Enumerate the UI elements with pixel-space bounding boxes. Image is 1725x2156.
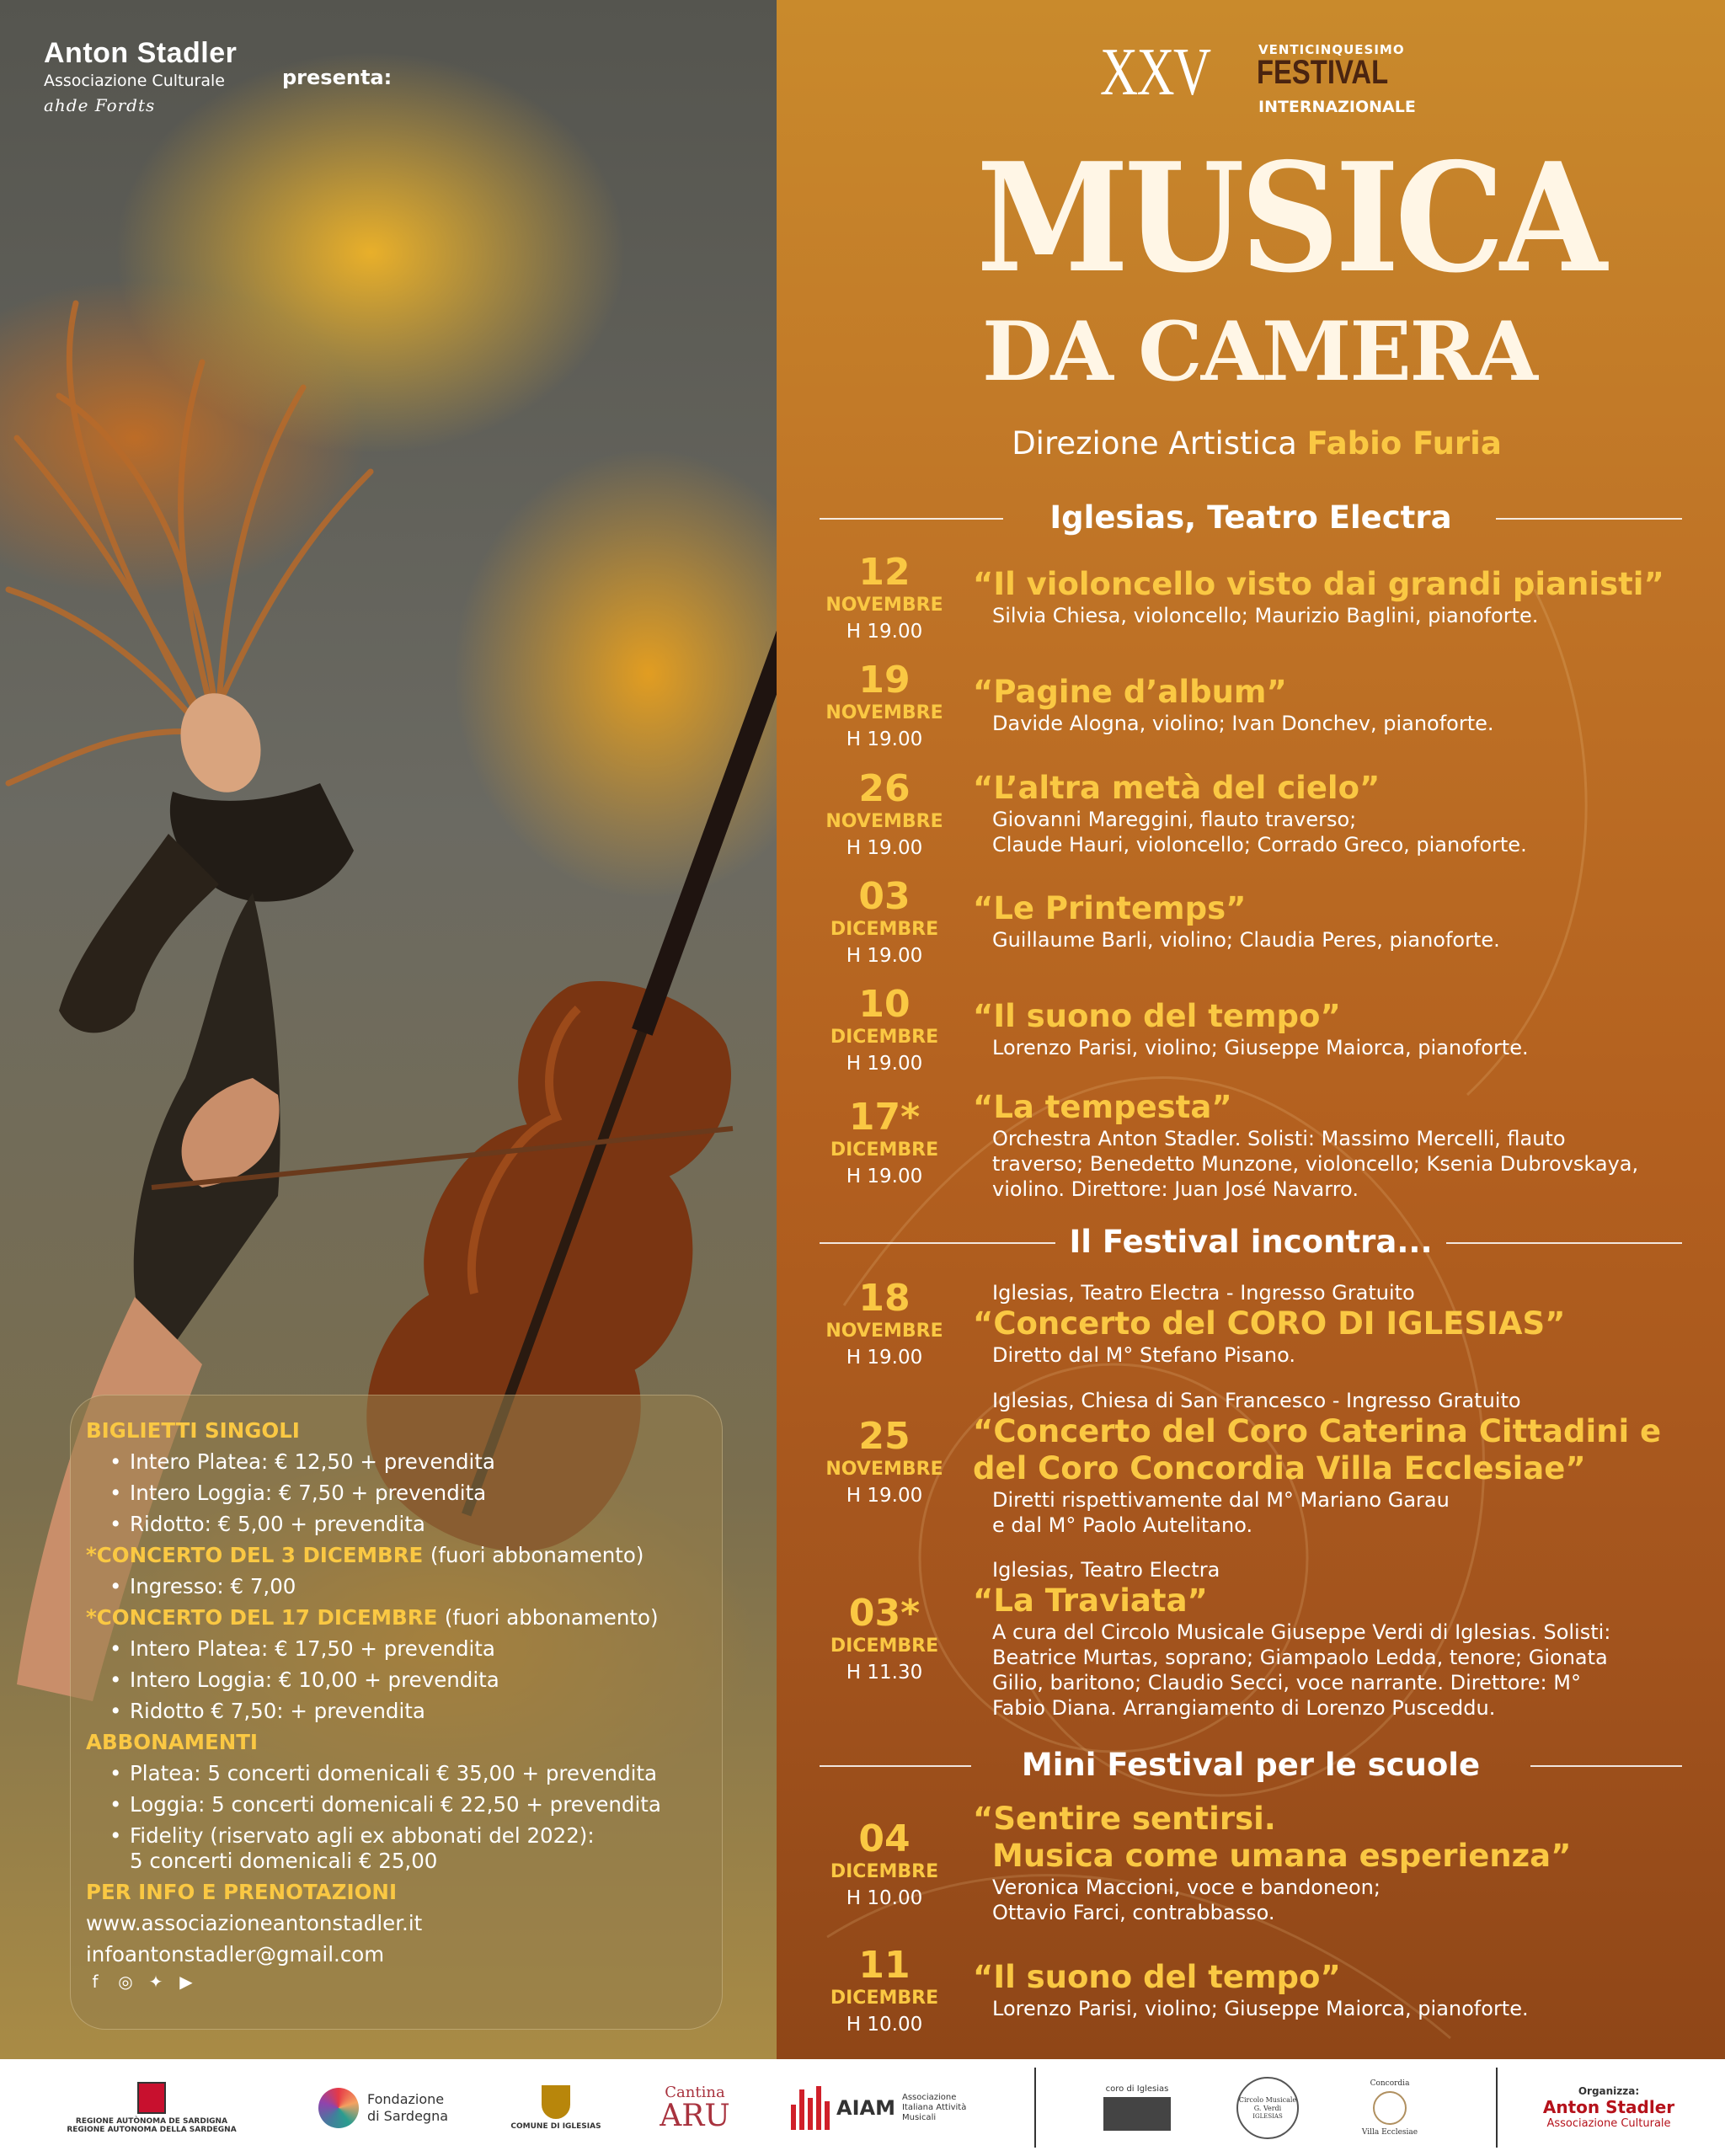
event-day: 26 [858,767,911,810]
event-performers: Diretti rispettivamente dal M° Mariano Garau [992,1488,1450,1512]
event-details [973,1557,1672,1721]
event-title: “Concerto del CORO DI IGLESIAS” [973,1305,1566,1342]
event-date [810,1278,959,1371]
event-day: 10 [858,983,911,1026]
ticket-item: • Fidelity (riservato agli ex abbonati del 2022): [109,1823,595,1848]
event-month: NOVEMBRE [825,595,943,616]
event-performers: Guillaume Barli, violino; Claudia Peres, pianoforte. [992,928,1500,952]
event-month: NOVEMBRE [825,811,943,832]
concert-17-title [86,1605,659,1630]
social-links [86,1972,195,1991]
event-details [973,1959,1672,2021]
event-month: DICEMBRE [830,1027,939,1048]
fondazione-text [367,2091,448,2125]
villa-name: Villa Ecclesiae [1361,2127,1418,2137]
event-details [973,1280,1672,1368]
event-performers: Diretto dal M° Stefano Pisano. [992,1343,1295,1367]
event-hour: H 19.00 [846,1166,923,1187]
event-date [810,552,959,645]
presenta-label: presenta: [282,66,393,89]
event-title: Musica come umana esperienza” [992,1838,1572,1874]
concert-3-title-text: *CONCERTO DEL 3 DICEMBRE [86,1543,424,1567]
event-performers: e dal M° Paolo Autelitano. [992,1513,1253,1537]
festival-word: FESTIVAL [1257,54,1389,91]
event-day: 12 [858,551,911,594]
event-hour: H 19.00 [846,1485,923,1507]
ticket-item: • Intero Loggia: € 10,00 + prevendita [109,1668,499,1692]
event-title: “Sentire sentirsi. [973,1801,1276,1837]
circolo-seal [1236,2077,1299,2139]
event-performers: Veronica Maccioni, voce e bandoneon; [992,1876,1381,1899]
event-performers: Ottavio Farci, contrabbasso. [992,1901,1275,1924]
event-title: “Il suono del tempo” [973,1959,1341,1995]
event-location: Iglesias, Teatro Electra - Ingresso Gratuito [992,1281,1415,1305]
event-performers: violino. Direttore: Juan José Navarro. [992,1177,1359,1201]
organizer-logo [1516,2059,1701,2156]
main-title: MUSICA [976,130,1603,306]
section-scuole-heading [820,1744,1682,1786]
ticket-item: • Platea: 5 concerti domenicali € 35,00 + prevendita [109,1761,657,1785]
fondazione-name: Fondazione [366,2090,445,2107]
event-day: 25 [858,1415,911,1458]
ticket-item: • Ridotto € 7,50: + prevendita [109,1699,425,1723]
presenter-signature: ahde Fordts [44,95,156,115]
event-performers: Lorenzo Parisi, violino; Giuseppe Maiorca, pianoforte. [992,1997,1529,2020]
concert-3-title [86,1543,644,1567]
event-performers: Orchestra Anton Stadler. Solisti: Massimo Mercelli, flauto [992,1127,1566,1150]
event-day: 18 [858,1277,911,1320]
event-details [973,1801,1672,1925]
event-details [973,1388,1672,1538]
event-performers: Claude Hauri, violoncello; Corrado Greco, pianoforte. [992,833,1527,857]
event-performers: A cura del Circolo Musicale Giuseppe Verdi di Iglesias. Solisti: [992,1620,1611,1644]
concordia-name: Concordia [1370,2079,1410,2088]
cantina-label: Cantina [665,2084,725,2101]
event-date [810,1417,959,1509]
event-details [973,998,1672,1060]
event-title: del Coro Concordia Villa Ecclesiae” [973,1450,1586,1486]
director-name: Fabio Furia [1306,425,1502,462]
website-link[interactable]: www.associazioneantonstadler.it [86,1911,423,1935]
section-title: Iglesias, Teatro Electra [1049,499,1452,536]
international-word: INTERNAZIONALE [1258,98,1416,116]
section-teatro-heading [820,497,1682,539]
event-details [973,890,1672,953]
edition-number: XXV [1100,35,1210,109]
twitter-icon[interactable]: ✦ [148,1972,163,1992]
organizer-name: Anton Stadler [1542,2097,1675,2117]
event-performers: Silvia Chiesa, violoncello; Maurizio Baglini, pianoforte. [992,604,1539,627]
ticket-item: • Ridotto: € 5,00 + prevendita [109,1512,425,1536]
aru-label: ARU [660,2099,730,2133]
main-subtitle: DA CAMERA [982,304,1536,399]
organizer-subtitle: Associazione Culturale [1546,2117,1671,2130]
event-month: DICEMBRE [830,919,939,940]
ticket-item: • Intero Loggia: € 7,50 + prevendita [109,1481,486,1505]
event-location: Iglesias, Teatro Electra [992,1558,1220,1582]
event-title: “Il suono del tempo” [973,998,1341,1034]
event-title: “Le Printemps” [973,890,1247,926]
regione-logo [51,2059,253,2156]
coro-logo [1095,2059,1179,2156]
event-hour: H 19.00 [846,728,923,750]
event-hour: H 10.00 [846,2014,923,2036]
circolo-logo [1221,2059,1314,2156]
aiam-bars-icon [791,2086,830,2130]
event-date [810,1819,959,1912]
event-month: DICEMBRE [830,1636,939,1657]
footer-divider [1496,2068,1498,2148]
event-month: NOVEMBRE [825,702,943,723]
edition-word: VENTICINQUESIMO [1258,42,1405,57]
comune-name: COMUNE DI IGLESIAS [510,2121,601,2131]
ticket-item: • Intero Platea: € 12,50 + prevendita [109,1449,495,1474]
concordia-logo [1348,2059,1432,2156]
concert-17-note: (fuori abbonamento) [444,1605,659,1630]
event-hour: H 11.30 [846,1662,923,1684]
event-performers: Gilio, baritono; Claudio Secci, voce narrante. Direttore: M° [992,1671,1581,1694]
event-date [810,660,959,753]
ticket-item: • Intero Platea: € 17,50 + prevendita [109,1636,495,1661]
email-link[interactable]: infoantonstadler@gmail.com [86,1942,385,1967]
event-hour: H 19.00 [846,837,923,859]
tickets-singoli-title: BIGLIETTI SINGOLI [86,1418,300,1443]
event-day: 03* [848,1592,921,1635]
regione-name: REGIONE AUTÒNOMA DE SARDIGNA [75,2116,228,2126]
event-performers: Fabio Diana. Arrangiamento di Lorenzo Pusceddu. [992,1696,1496,1720]
ticket-item: • Ingresso: € 7,00 [109,1574,296,1598]
event-performers: Lorenzo Parisi, violino; Giuseppe Maiorca, pianoforte. [992,1036,1529,1059]
youtube-icon[interactable]: ▶ [179,1972,193,1992]
coro-photo [1103,2097,1171,2131]
artistic-direction [945,425,1568,462]
section-title: Mini Festival per le scuole [1021,1747,1481,1783]
event-performers: Davide Alogna, violino; Ivan Donchev, pianoforte. [992,712,1494,735]
aiam-desc: Associazione Italiana Attività Musicali [901,2092,967,2122]
abbonamenti-title: ABBONAMENTI [86,1730,259,1754]
event-details [973,770,1672,857]
event-month: DICEMBRE [830,1861,939,1882]
event-location: Iglesias, Chiesa di San Francesco - Ingresso Gratuito [992,1389,1521,1412]
event-hour: H 19.00 [846,945,923,967]
event-date [810,1945,959,2038]
ticket-item: • Loggia: 5 concerti domenicali € 22,50 + prevendita [109,1792,661,1817]
event-performers: traverso; Benedetto Munzone, violoncello; Ksenia Dubrovskaya, [992,1152,1639,1176]
event-details [973,674,1672,736]
event-performers: Giovanni Mareggini, flauto traverso; [992,808,1357,831]
event-day: 03 [858,875,911,918]
event-day: 11 [858,1944,911,1987]
event-title: “La tempesta” [973,1089,1232,1125]
event-date [810,1593,959,1686]
event-title: “Concerto del Coro Caterina Cittadini e [973,1413,1662,1449]
event-day: 04 [858,1817,911,1860]
event-date [810,1097,959,1190]
footer-divider [1034,2068,1036,2148]
comune-crest-icon [542,2085,570,2119]
event-title: “Il violoncello visto dai grandi pianisti” [973,566,1664,602]
circolo-name: Circolo Musicale G. Verdi [1238,2095,1297,2112]
direction-label: Direzione Artistica [1012,425,1297,462]
event-hour: H 19.00 [846,1347,923,1369]
event-performers: Beatrice Murtas, soprano; Giampaolo Ledda, tenore; Gionata [992,1646,1608,1669]
fondazione-logo [316,2059,451,2156]
event-date [810,769,959,862]
event-hour: H 10.00 [846,1887,923,1909]
event-details [973,1089,1672,1202]
event-month: NOVEMBRE [825,1459,943,1480]
event-title: “L’altra metà del cielo” [973,770,1381,806]
organizza-label: Organizza: [1578,2085,1640,2097]
event-date [810,985,959,1077]
event-month: DICEMBRE [830,1139,939,1161]
event-date [810,877,959,969]
event-day: 19 [858,659,911,702]
presenter-logo [44,37,237,115]
cantina-aru-logo [649,2059,741,2156]
concert-17-title-text: *CONCERTO DEL 17 DICEMBRE [86,1605,438,1630]
facebook-icon[interactable]: f [92,1972,99,1992]
concert-3-note: (fuori abbonamento) [430,1543,644,1567]
event-day: 17* [848,1096,921,1139]
event-hour: H 19.00 [846,621,923,643]
fondazione-name2: di Sardegna [366,2107,449,2124]
event-hour: H 19.00 [846,1053,923,1075]
info-title: PER INFO E PRENOTAZIONI [86,1880,398,1904]
section-incontra-heading [820,1221,1682,1263]
circolo-city: IGLESIAS [1252,2112,1283,2120]
event-title: “La Traviata” [973,1582,1208,1619]
ticket-item-continued: 5 concerti domenicali € 25,00 [130,1849,438,1873]
regione-crest-icon [137,2082,166,2114]
concordia-emblem-icon [1373,2091,1407,2125]
comune-logo [505,2059,606,2156]
fondazione-wheel-icon [318,2088,359,2128]
photo-panel [0,0,777,2059]
aiam-name: AIAM [836,2095,895,2120]
event-title: “Pagine d’album” [973,674,1287,710]
event-month: NOVEMBRE [825,1321,943,1342]
presenter-name: Anton Stadler [44,37,238,69]
regione-name-it: REGIONE AUTONOMA DELLA SARDEGNA [67,2125,237,2134]
presenter-subtitle: Associazione Culturale [44,72,225,90]
coro-name: coro di Iglesias [1105,2084,1169,2094]
instagram-icon[interactable]: ◎ [118,1972,133,1992]
section-title: Il Festival incontra... [1069,1224,1433,1260]
aiam-logo [788,2059,973,2156]
event-month: DICEMBRE [830,1988,939,2009]
event-details [973,566,1672,628]
